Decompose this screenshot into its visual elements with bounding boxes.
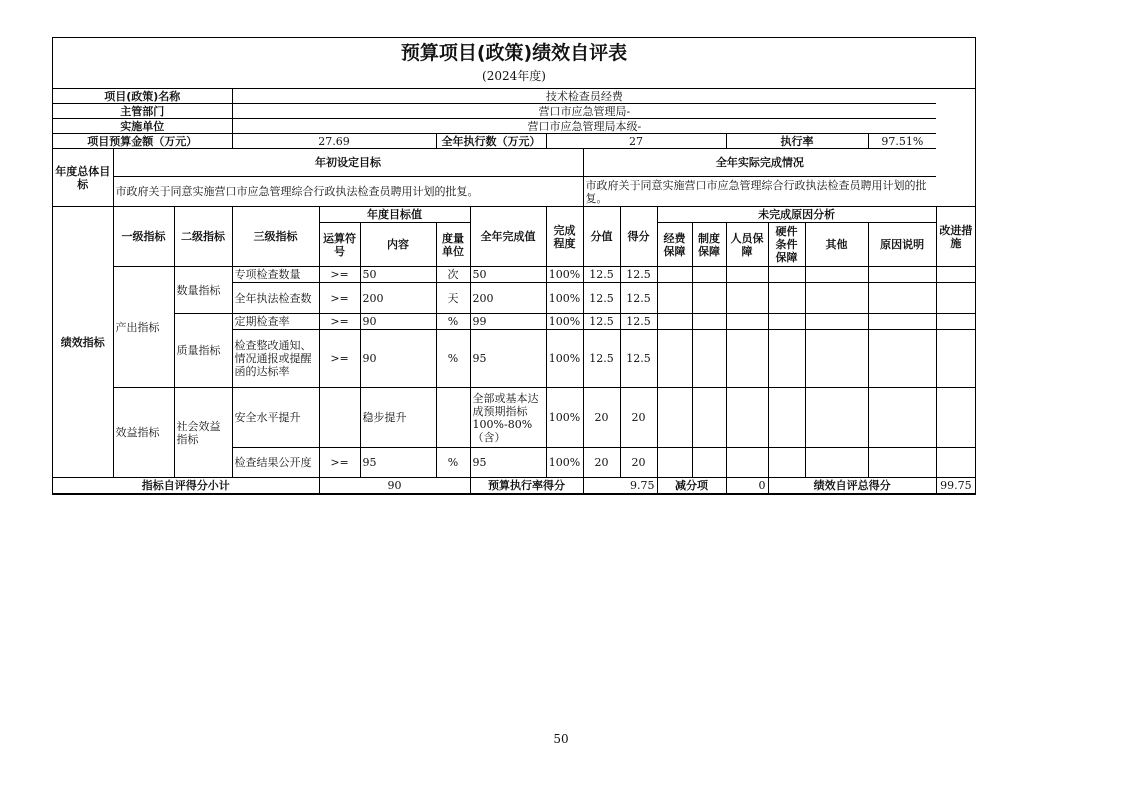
empty-cell <box>726 388 768 448</box>
indicator-score: 20 <box>583 388 620 448</box>
indicator-op: >= <box>319 314 360 330</box>
exec-value: 27 <box>546 134 726 149</box>
unit-label: 实施单位 <box>53 119 232 134</box>
performance-self-evaluation-form <box>52 37 976 495</box>
indicator-unit: 天 <box>436 283 470 314</box>
project-name-label: 项目(政策)名称 <box>53 89 232 104</box>
budget-value: 27.69 <box>232 134 436 149</box>
indicator-degree: 100% <box>546 448 583 478</box>
level2-quality: 质量指标 <box>174 314 232 388</box>
indicator-op <box>319 388 360 448</box>
budget-label: 项目预算金额（万元） <box>53 134 232 149</box>
empty-cell <box>726 330 768 388</box>
indicator-done: 全部或基本达成预期指标100%-80%（含） <box>470 388 546 448</box>
level3-header: 三级指标 <box>232 207 319 267</box>
footer-row <box>53 478 975 494</box>
total-value: 99.75 <box>936 478 975 494</box>
indicator-degree: 100% <box>546 283 583 314</box>
empty-cell <box>692 267 726 283</box>
level2-quantity: 数量指标 <box>174 267 232 314</box>
indicator-got: 20 <box>620 448 657 478</box>
exec-label: 全年执行数（万元） <box>436 134 546 149</box>
empty-cell <box>768 314 805 330</box>
deduct-value: 0 <box>726 478 768 494</box>
table-row <box>53 388 975 448</box>
table-row <box>53 314 975 330</box>
level1-header: 一级指标 <box>113 207 174 267</box>
unit-row <box>53 119 975 134</box>
form-subtitle: (2024年度) <box>482 69 546 83</box>
indicator-done: 99 <box>470 314 546 330</box>
indicator-op: >= <box>319 283 360 314</box>
indicator-name: 定期检查率 <box>232 314 319 330</box>
indicator-degree: 100% <box>546 388 583 448</box>
empty-cell <box>936 283 975 314</box>
empty-cell <box>868 330 936 388</box>
indicator-content: 200 <box>360 283 436 314</box>
empty-cell <box>692 388 726 448</box>
indicator-score: 12.5 <box>583 330 620 388</box>
system-header: 制度保障 <box>692 223 726 267</box>
empty-cell <box>868 448 936 478</box>
empty-cell <box>805 267 868 283</box>
dept-label: 主管部门 <box>53 104 232 119</box>
empty-cell <box>936 388 975 448</box>
empty-cell <box>868 267 936 283</box>
indicator-got: 12.5 <box>620 283 657 314</box>
table-row <box>53 267 975 283</box>
degree-header: 完成程度 <box>546 207 583 267</box>
form-title: 预算项目(政策)绩效自评表 <box>400 42 628 64</box>
annual-goal-label: 年度总体目标 <box>53 149 113 207</box>
goals-header-row <box>53 149 975 177</box>
indicator-unit <box>436 388 470 448</box>
empty-cell <box>868 388 936 448</box>
goals-text-row <box>53 177 975 207</box>
budget-score-label: 预算执行率得分 <box>470 478 583 494</box>
indicator-name: 检查结果公开度 <box>232 448 319 478</box>
indicator-degree: 100% <box>546 314 583 330</box>
rate-value: 97.51% <box>868 134 936 149</box>
empty-cell <box>692 330 726 388</box>
project-name-value: 技术检查员经费 <box>232 89 936 104</box>
indicator-unit: % <box>436 448 470 478</box>
indicator-content: 90 <box>360 330 436 388</box>
empty-cell <box>936 314 975 330</box>
empty-cell <box>726 283 768 314</box>
level2-social: 社会效益指标 <box>174 388 232 478</box>
indicator-op: >= <box>319 448 360 478</box>
staff-header: 人员保障 <box>726 223 768 267</box>
empty-cell <box>805 283 868 314</box>
indicator-score: 12.5 <box>583 283 620 314</box>
indicator-content: 稳步提升 <box>360 388 436 448</box>
empty-cell <box>768 283 805 314</box>
score-header: 分值 <box>583 207 620 267</box>
empty-cell <box>868 314 936 330</box>
budget-score-value: 9.75 <box>583 478 657 494</box>
empty-cell <box>805 330 868 388</box>
empty-cell <box>936 448 975 478</box>
indicator-done: 50 <box>470 267 546 283</box>
initial-goal-text: 市政府关于同意实施营口市应急管理综合行政执法检查员聘用计划的批复。 <box>113 177 583 207</box>
annual-target-header: 年度目标值 <box>319 207 470 223</box>
rate-label: 执行率 <box>726 134 868 149</box>
empty-cell <box>805 448 868 478</box>
indicator-got: 12.5 <box>620 314 657 330</box>
unit-header: 度量单位 <box>436 223 470 267</box>
indicator-score: 20 <box>583 448 620 478</box>
annual-done-header: 全年完成值 <box>470 207 546 267</box>
indicator-unit: 次 <box>436 267 470 283</box>
empty-cell <box>692 314 726 330</box>
indicator-done: 95 <box>470 448 546 478</box>
indicator-content: 95 <box>360 448 436 478</box>
page-number: 50 <box>553 732 569 746</box>
empty-cell <box>692 448 726 478</box>
title-block <box>53 38 975 89</box>
deduct-label: 减分项 <box>657 478 726 494</box>
indicator-score: 12.5 <box>583 267 620 283</box>
explain-header: 原因说明 <box>868 223 936 267</box>
empty-cell <box>657 314 692 330</box>
indicator-done: 95 <box>470 330 546 388</box>
actual-goal-text: 市政府关于同意实施营口市应急管理综合行政执法检查员聘用计划的批复。 <box>583 177 936 207</box>
indicator-unit: % <box>436 314 470 330</box>
empty-cell <box>768 267 805 283</box>
indicator-got: 12.5 <box>620 330 657 388</box>
other-header: 其他 <box>805 223 868 267</box>
empty-cell <box>768 448 805 478</box>
funding-header: 经费保障 <box>657 223 692 267</box>
project-name-row <box>53 89 975 104</box>
indicator-got: 12.5 <box>620 267 657 283</box>
subtotal-value: 90 <box>319 478 470 494</box>
level1-output: 产出指标 <box>113 267 174 388</box>
level2-header: 二级指标 <box>174 207 232 267</box>
improve-header: 改进措施 <box>936 207 975 267</box>
empty-cell <box>657 267 692 283</box>
indicator-name: 安全水平提升 <box>232 388 319 448</box>
indicator-done: 200 <box>470 283 546 314</box>
level1-benefit: 效益指标 <box>113 388 174 478</box>
content-header: 内容 <box>360 223 436 267</box>
evaluation-table <box>53 89 975 494</box>
empty-cell <box>657 448 692 478</box>
indicator-unit: % <box>436 330 470 388</box>
dept-row <box>53 104 975 119</box>
indicator-op: >= <box>319 330 360 388</box>
empty-cell <box>657 330 692 388</box>
hardware-header: 硬件条件保障 <box>768 223 805 267</box>
unit-value: 营口市应急管理局本级- <box>232 119 936 134</box>
empty-cell <box>936 330 975 388</box>
initial-goal-header: 年初设定目标 <box>113 149 583 177</box>
indicator-score: 12.5 <box>583 314 620 330</box>
empty-cell <box>768 388 805 448</box>
indicator-degree: 100% <box>546 267 583 283</box>
reason-group-header: 未完成原因分析 <box>657 207 936 223</box>
indicator-degree: 100% <box>546 330 583 388</box>
empty-cell <box>936 267 975 283</box>
indicator-name: 检查整改通知、情况通报或提醒函的达标率 <box>232 330 319 388</box>
empty-cell <box>692 283 726 314</box>
empty-cell <box>657 283 692 314</box>
indicator-op: >= <box>319 267 360 283</box>
empty-cell <box>868 283 936 314</box>
empty-cell <box>726 448 768 478</box>
performance-section-label: 绩效指标 <box>53 207 113 478</box>
actual-goal-header: 全年实际完成情况 <box>583 149 936 177</box>
op-header: 运算符号 <box>319 223 360 267</box>
total-label: 绩效自评总得分 <box>768 478 936 494</box>
empty-cell <box>768 330 805 388</box>
empty-cell <box>657 388 692 448</box>
subtotal-label: 指标自评得分小计 <box>53 478 319 494</box>
empty-cell <box>805 388 868 448</box>
indicator-content: 50 <box>360 267 436 283</box>
indicator-header-row-1 <box>53 207 975 223</box>
empty-cell <box>805 314 868 330</box>
empty-cell <box>726 314 768 330</box>
indicator-content: 90 <box>360 314 436 330</box>
indicator-got: 20 <box>620 388 657 448</box>
got-header: 得分 <box>620 207 657 267</box>
dept-value: 营口市应急管理局- <box>232 104 936 119</box>
indicator-name: 全年执法检查数 <box>232 283 319 314</box>
empty-cell <box>726 267 768 283</box>
budget-row <box>53 134 975 149</box>
indicator-name: 专项检查数量 <box>232 267 319 283</box>
